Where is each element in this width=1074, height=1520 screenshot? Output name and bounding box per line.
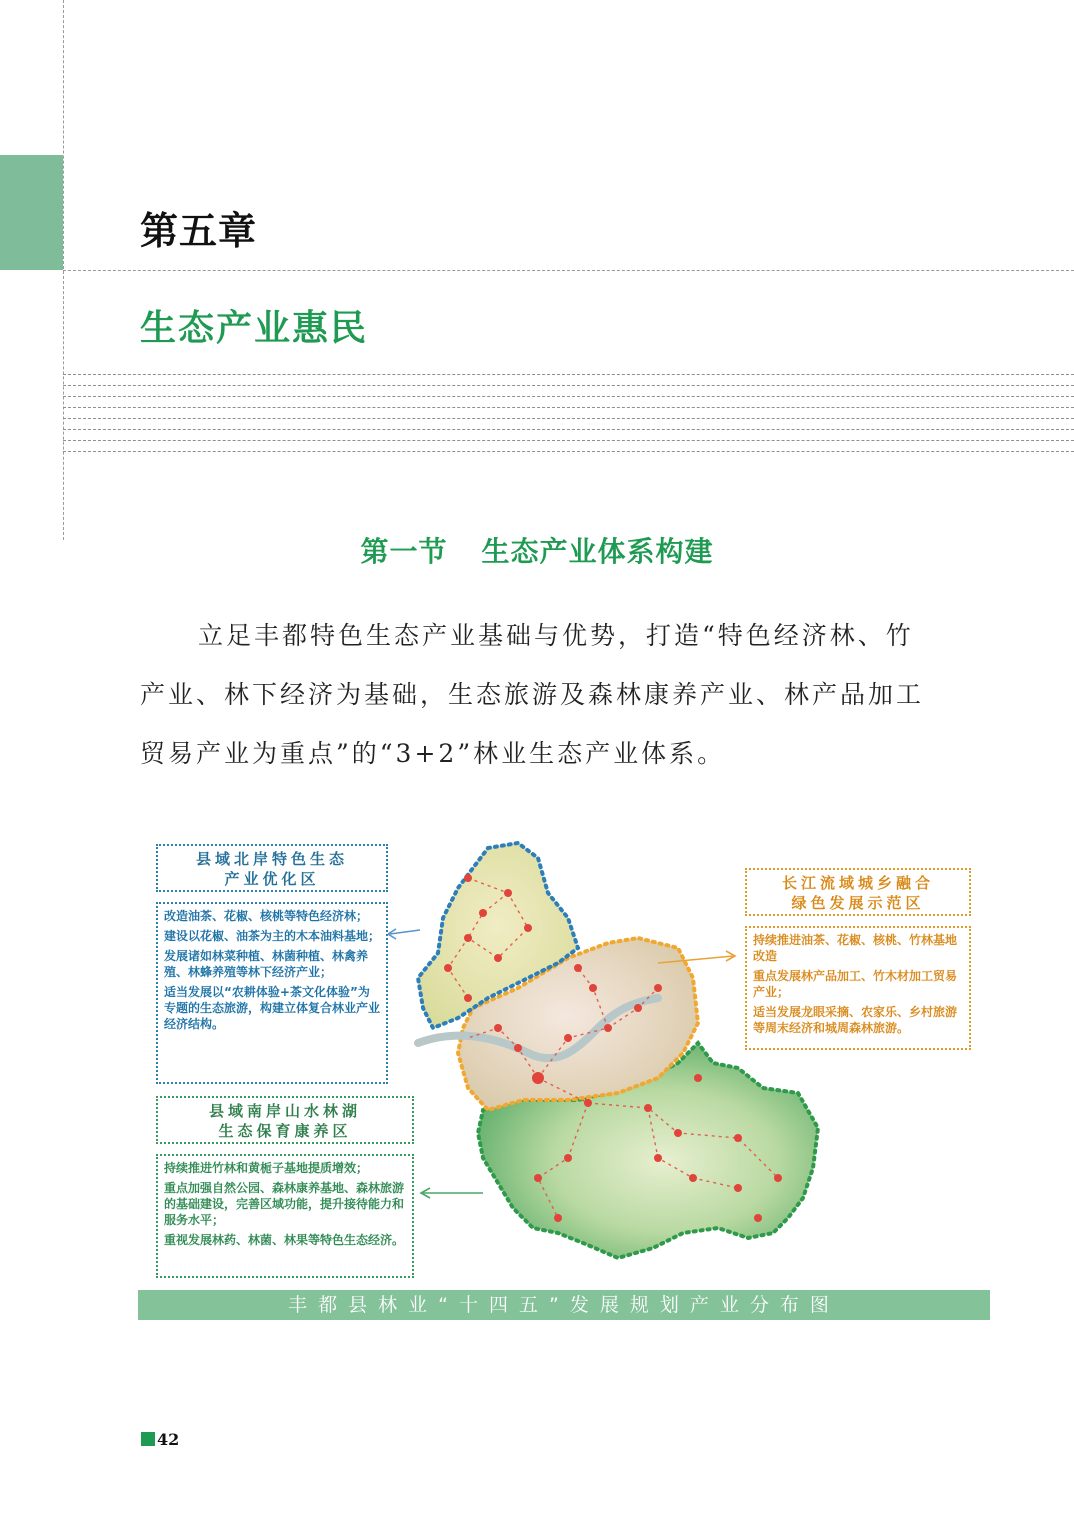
yangtze-zone-text bbox=[745, 926, 971, 1050]
yangtze-title-line-1: 长江流域城乡融合 bbox=[781, 874, 934, 892]
section-heading bbox=[0, 530, 1074, 570]
page-marker-square bbox=[141, 1432, 155, 1446]
page-number-value: 42 bbox=[157, 1430, 180, 1449]
north-item: 建设以花椒、油茶为主的木本油料基地； bbox=[164, 929, 381, 943]
south-title-line-2: 生态保育康养区 bbox=[218, 1122, 352, 1140]
north-item: 适当发展以“农耕体验+茶文化体验”为专题的生态旅游，构建立体复合林业产业经济结构。 bbox=[164, 985, 381, 1031]
yangtze-item: 适当发展龙眼采摘、农家乐、乡村旅游等周末经济和城周森林旅游。 bbox=[753, 1005, 958, 1035]
south-item: 持续推进竹林和黄栀子基地提质增效； bbox=[164, 1161, 369, 1175]
yangtze-zone-title bbox=[745, 868, 971, 916]
section-title: 生态产业体系构建 bbox=[481, 535, 714, 568]
section-number: 第一节 bbox=[360, 535, 448, 568]
industry-distribution-figure bbox=[138, 838, 990, 1318]
south-item: 重视发展林药、林菌、林果等特色生态经济。 bbox=[164, 1233, 405, 1247]
paragraph-line-1: 立足丰都特色生态产业基础与优势，打造“特色经济林、竹 bbox=[198, 621, 914, 650]
paragraph-line-3: 贸易产业为重点”的“3+2”林业生态产业体系。 bbox=[140, 739, 726, 768]
paragraph-line-2: 产业、林下经济为基础，生态旅游及森林康养产业、林产品加工 bbox=[140, 680, 925, 709]
chapter-divider bbox=[63, 270, 1074, 271]
north-item: 改造油茶、花椒、核桃等特色经济林； bbox=[164, 909, 369, 923]
south-zone-text bbox=[156, 1154, 414, 1278]
south-zone-title bbox=[156, 1096, 414, 1144]
north-item: 发展诸如林菜种植、林菌种植、林禽养殖、林蜂养殖等林下经济产业； bbox=[164, 949, 369, 979]
yangtze-item: 持续推进油茶、花椒、核桃、竹林基地改造 bbox=[753, 933, 958, 963]
south-title-line-1: 县域南岸山水林湖 bbox=[208, 1102, 361, 1120]
north-title-line-2: 产业优化区 bbox=[224, 870, 320, 888]
yangtze-item: 重点发展林产品加工、竹木材加工贸易产业； bbox=[753, 969, 958, 999]
ruled-lines bbox=[63, 374, 1074, 464]
chapter-number: 第五章 bbox=[140, 209, 258, 253]
figure-caption: 丰都县林业“十四五”发展规划产业分布图 bbox=[138, 1290, 990, 1320]
chapter-tab-marker bbox=[0, 155, 63, 270]
south-item: 重点加强自然公园、森林康养基地、森林旅游的基础建设，完善区域功能，提升接待能力和服务水平； bbox=[164, 1181, 405, 1227]
north-title-line-1: 县域北岸特色生态 bbox=[195, 850, 348, 868]
yangtze-title-line-2: 绿色发展示范区 bbox=[791, 894, 925, 912]
body-paragraph bbox=[140, 606, 940, 783]
page-number bbox=[141, 1430, 179, 1449]
north-zone-text bbox=[156, 902, 388, 1084]
chapter-title: 生态产业惠民 bbox=[140, 308, 369, 349]
north-zone-title bbox=[156, 844, 388, 892]
